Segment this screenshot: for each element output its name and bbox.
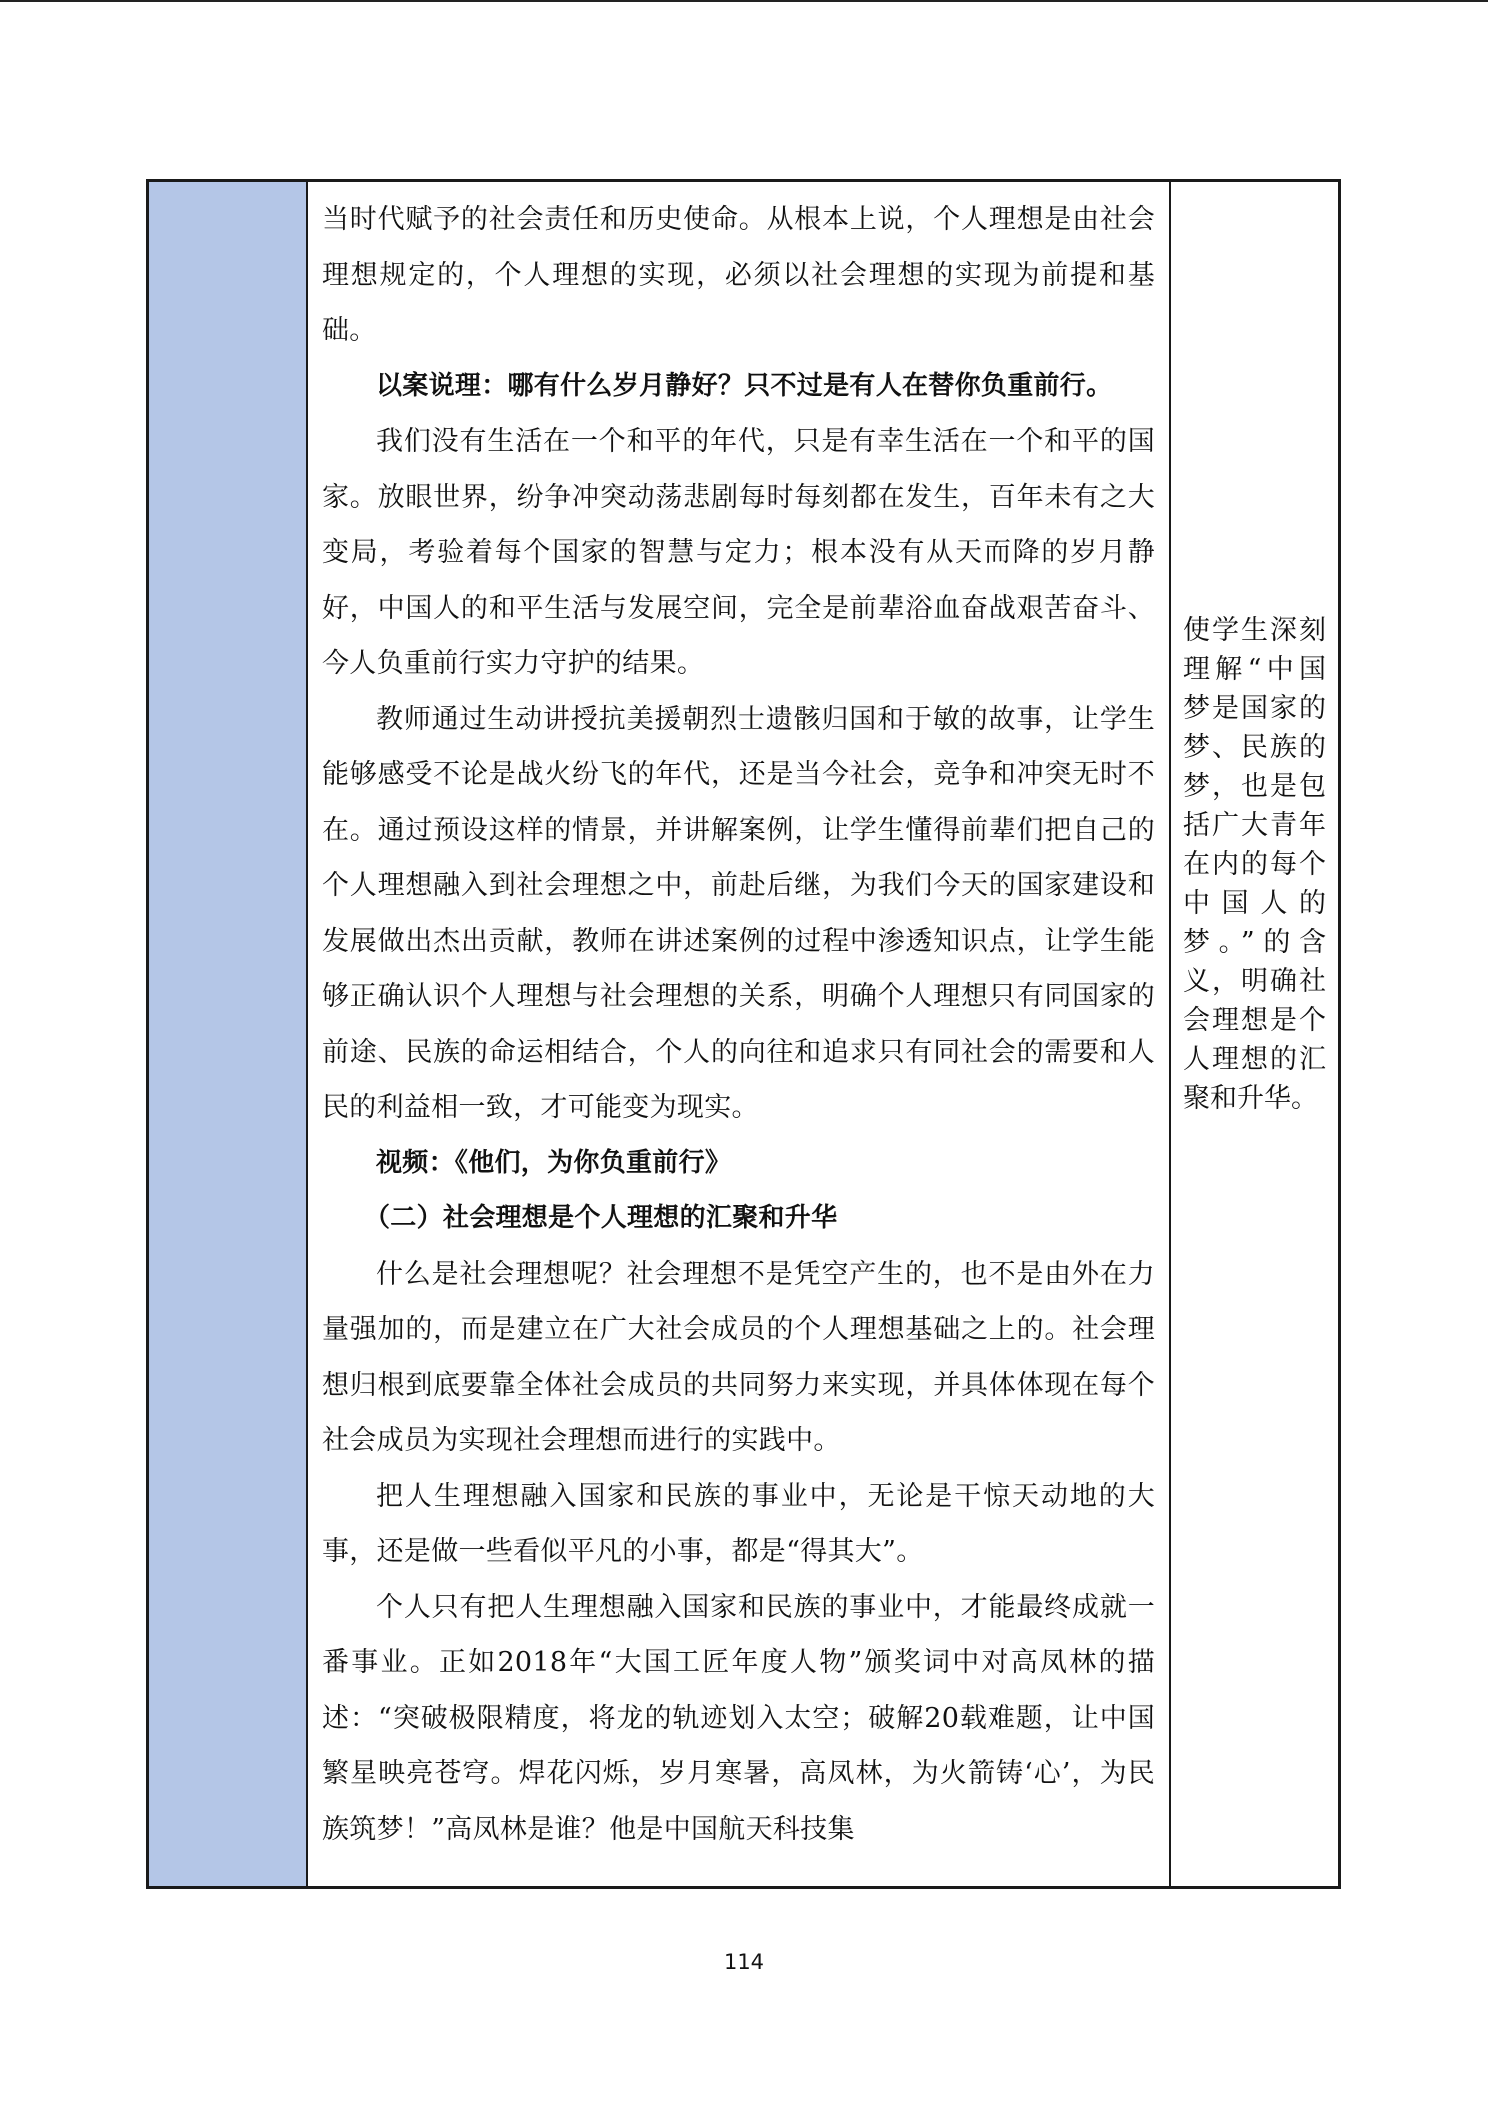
paragraph-integrate: 把人生理想融入国家和民族的事业中，无论是干惊天动地的大事，还是做一些看似平凡的小事，都是“得其大”。: [322, 1480, 1155, 1567]
video-heading: 视频：《他们，为你负重前行》: [376, 1147, 732, 1178]
teaching-objective-note: 使学生深刻理解“中国梦是国家的梦、民族的梦，也是包括广大青年在内的每个中国人的梦。”的含义，明确社会理想是个人理想的汇聚和升华。: [1183, 615, 1326, 1114]
page-number: 114: [723, 1950, 765, 1974]
table-right-column: [1171, 182, 1338, 1886]
paragraph-teacher-method: 教师通过生动讲授抗美援朝烈士遗骸归国和于敏的故事，让学生能够感受不论是战火纷飞的年代，还是当今社会，竞争和冲突无时不在。通过预设这样的情景，并讲解案例，让学生懂得前辈们把自己的个人理想融入到社会理想之中，前赴后继，为我们今天的国家建设和发展做出杰出贡献，教师在讲述案例的过程中渗透知识点，让学生能够正确认识个人理想与社会理想的关系，明确个人理想只有同国家的前途、民族的命运相结合，个人的向往和追求只有同社会的需要和人民的利益相一致，才可能变为现实。: [322, 703, 1155, 1123]
top-border-line: [0, 0, 1488, 2]
paragraph-continuation: 当时代赋予的社会责任和历史使命。从根本上说，个人理想是由社会理想规定的，个人理想的实现，必须以社会理想的实现为前提和基础。: [322, 204, 1155, 346]
lesson-plan-table: [146, 179, 1341, 1889]
paragraph-peace: 我们没有生活在一个和平的年代，只是有幸生活在一个和平的国家。放眼世界，纷争冲突动荡悲剧每时每刻都在发生，百年未有之大变局，考验着每个国家的智慧与定力；根本没有从天而降的岁月静好，中国人的和平生活与发展空间，完全是前辈浴血奋战艰苦奋斗、今人负重前行实力守护的结果。: [322, 426, 1155, 679]
paragraph-gao-fenglin: 个人只有把人生理想融入国家和民族的事业中，才能最终成就一番事业。正如2018年“大国工匠年度人物”颁奖词中对高凤林的描述：“突破极限精度，将龙的轨迹划入太空；破解20载难题，让中国繁星映亮苍穹。焊花闪烁，岁月寒暑，高凤林，为火箭铸‘心’，为民族筑梦！”高凤林是谁？他是中国航天科技集: [322, 1591, 1155, 1845]
paragraph-social-ideal: 什么是社会理想呢？社会理想不是凭空产生的，也不是由外在力量强加的，而是建立在广大社会成员的个人理想基础之上的。社会理想归根到底要靠全体社会成员的共同努力来实现，并具体体现在每个社会成员为实现社会理想而进行的实践中。: [322, 1258, 1155, 1456]
table-main-column: [308, 182, 1171, 1886]
case-heading: 以案说理：哪有什么岁月静好？只不过是有人在替你负重前行。: [376, 370, 1113, 401]
section-heading: （二）社会理想是个人理想的汇聚和升华: [364, 1203, 838, 1233]
table-left-column: [149, 182, 308, 1886]
